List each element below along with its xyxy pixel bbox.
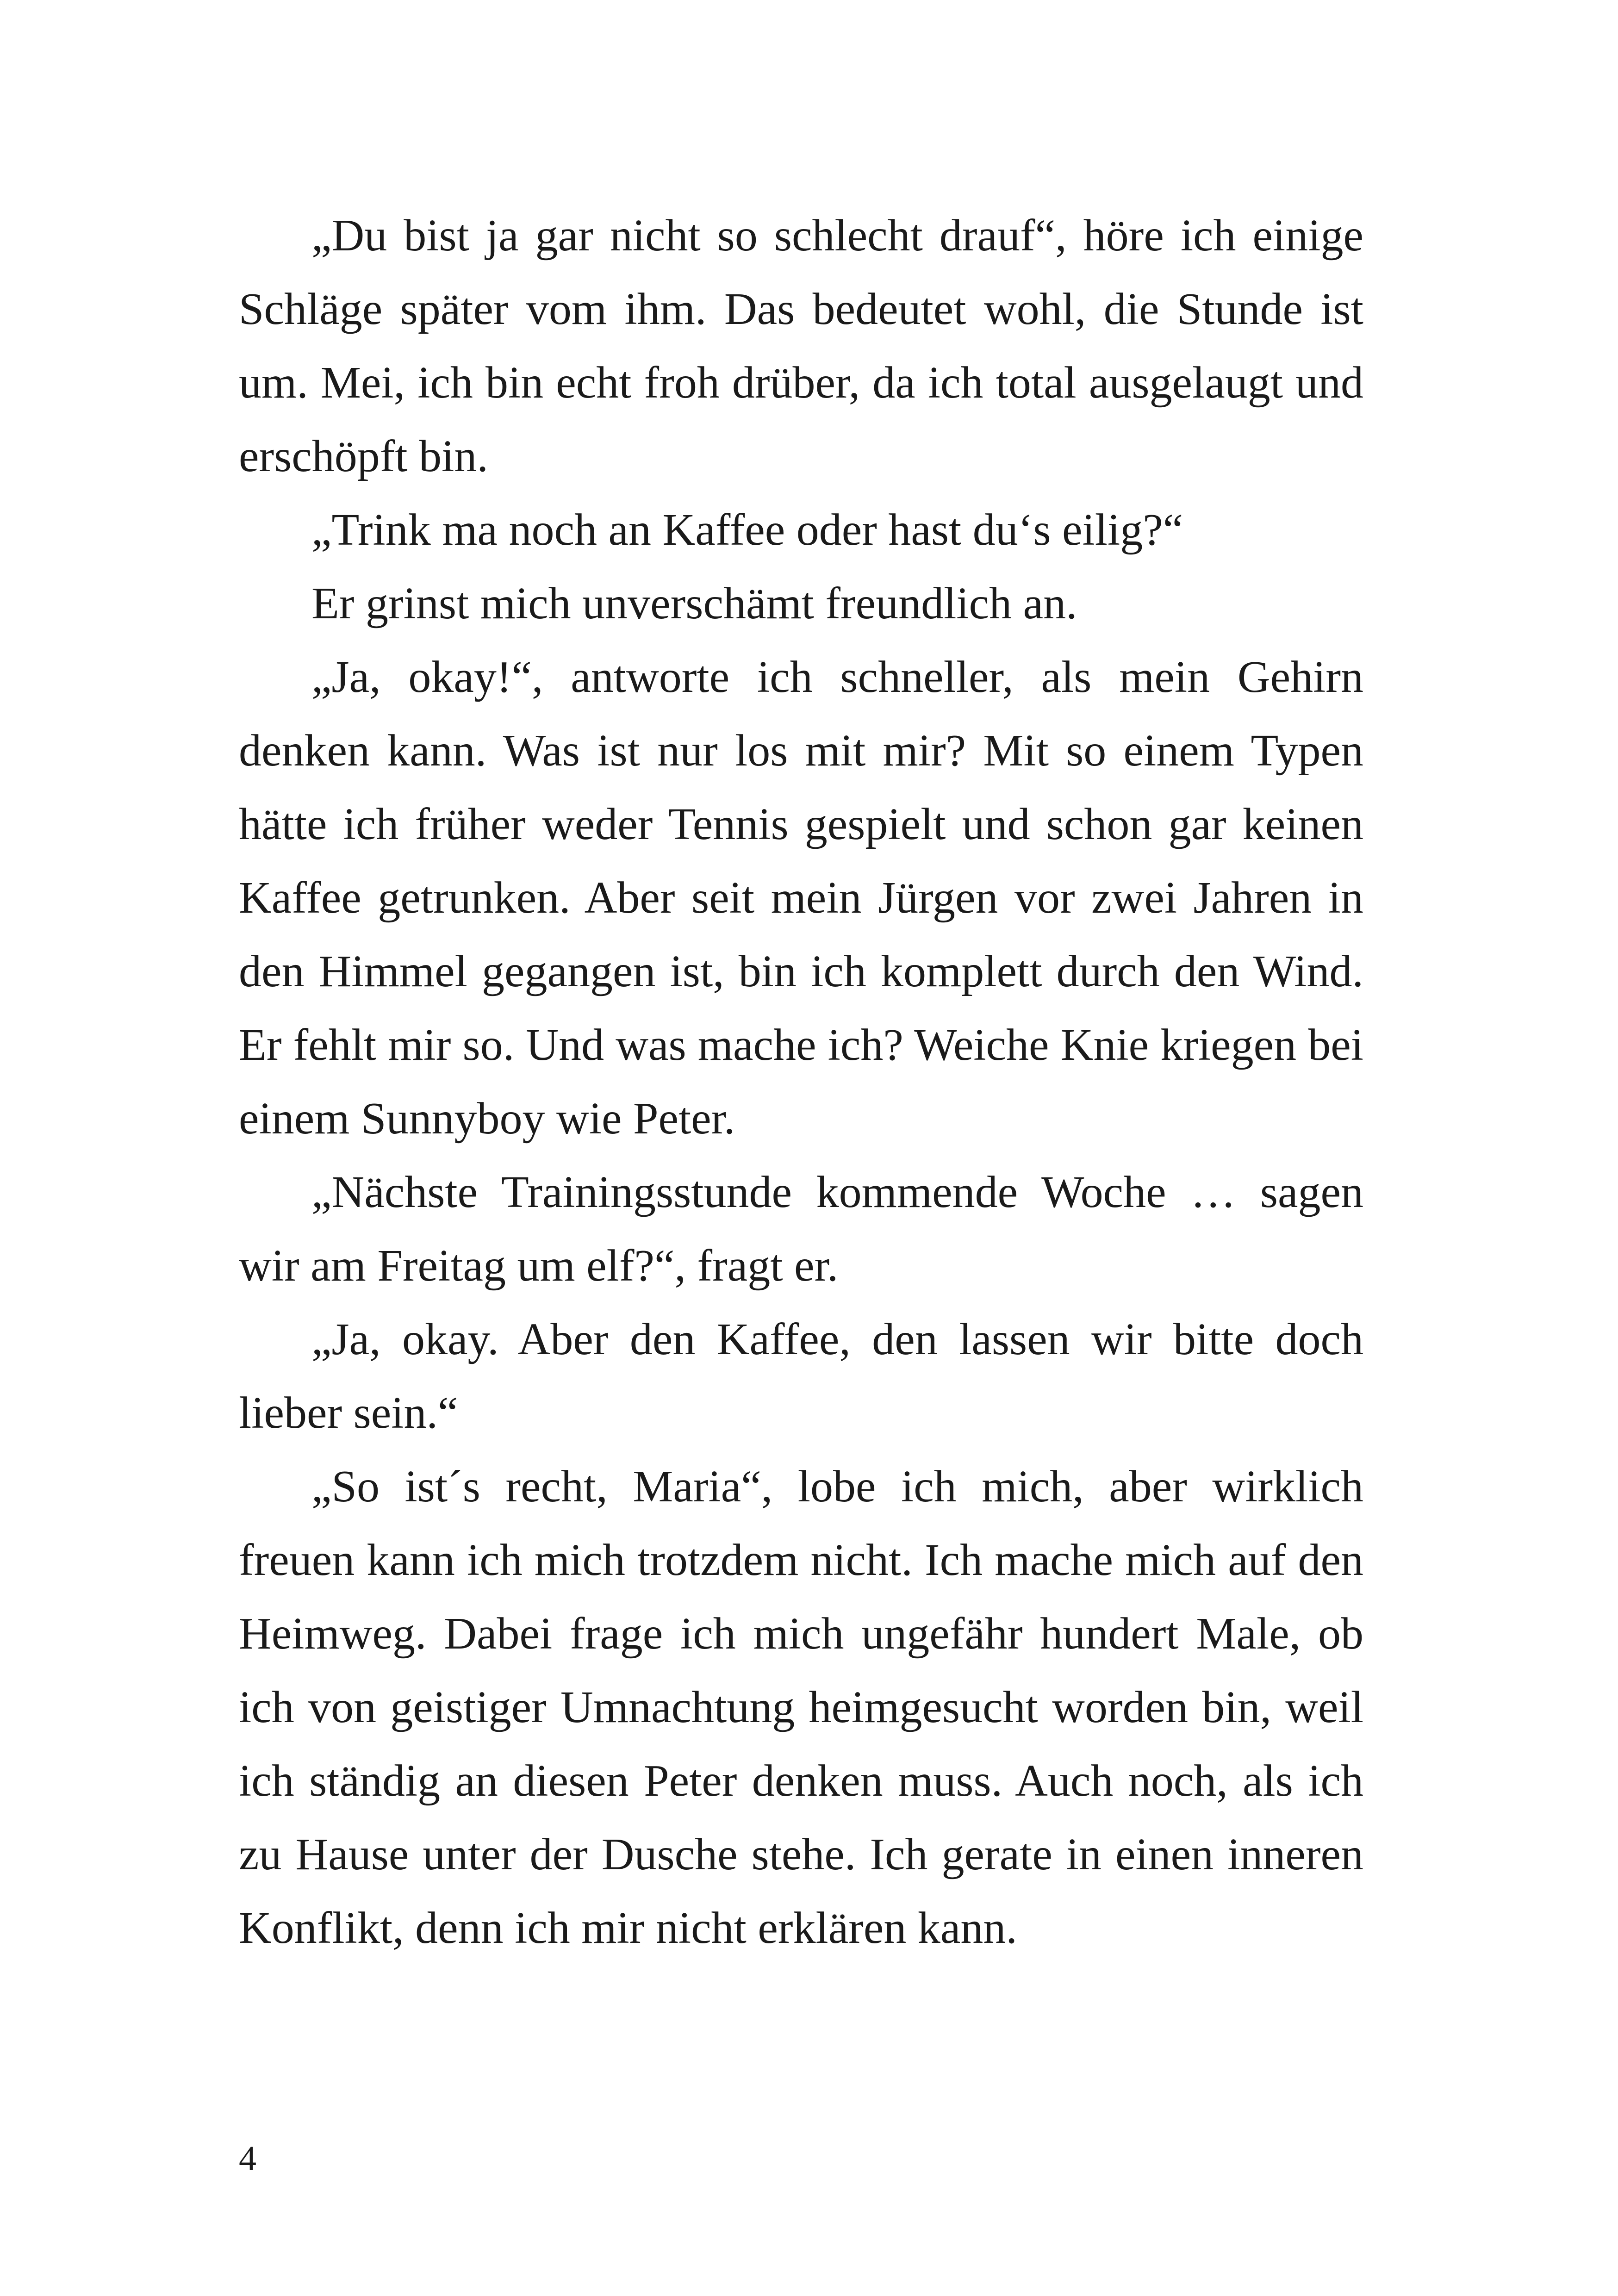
paragraph: „So ist´s recht, Maria“, lobe ich mich, aber wirklich freuen kann ich mich trotzdem nicht. Ich mache mich auf den Heimweg. Dabei frage ich mich ungefähr hundert Male, ob ich von geistiger Umnachtung heimgesucht worden bin, weil ich ständig an diesen Peter denken muss. Auch noch, als ich zu Hause unter der Dusche stehe. Ich gerate in einen inneren Konflikt, denn ich mir nicht erklären kann. xyxy=(239,1462,1363,1953)
paragraph: „Trink ma noch an Kaffee oder hast du‘s eilig?“ xyxy=(311,505,1183,555)
paragraph: „Ja, okay. Aber den Kaffee, den lassen wir bitte doch lieber sein.“ xyxy=(239,1314,1363,1438)
paragraph: „Ja, okay!“, antworte ich schneller, als mein Gehirn denken kann. Was ist nur los mit mir? Mit so einem Typen hätte ich früher weder Tennis gespielt und schon gar keinen Kaffee getrunken. Aber seit mein Jürgen vor zwei Jahren in den Himmel gegangen ist, bin ich komplett durch den Wind. Er fehlt mir so. Und was mache ich? Weiche Knie kriegen bei einem Sunnyboy wie Peter. xyxy=(239,652,1363,1144)
paragraph: „Nächste Trainingsstunde kommende Woche … sagen wir am Freitag um elf?“, fragt er. xyxy=(239,1167,1363,1291)
paragraph: Er grinst mich unverschämt freundlich an. xyxy=(311,579,1077,628)
paragraph: „Du bist ja gar nicht so schlecht drauf“, höre ich einige Schläge später vom ihm. Das bedeutet wohl, die Stunde ist um. Mei, ich bin echt froh drüber, da ich total ausgelaugt und erschöpft bin. xyxy=(239,211,1363,481)
body-text xyxy=(239,199,1363,1965)
page-number: 4 xyxy=(239,2139,256,2178)
